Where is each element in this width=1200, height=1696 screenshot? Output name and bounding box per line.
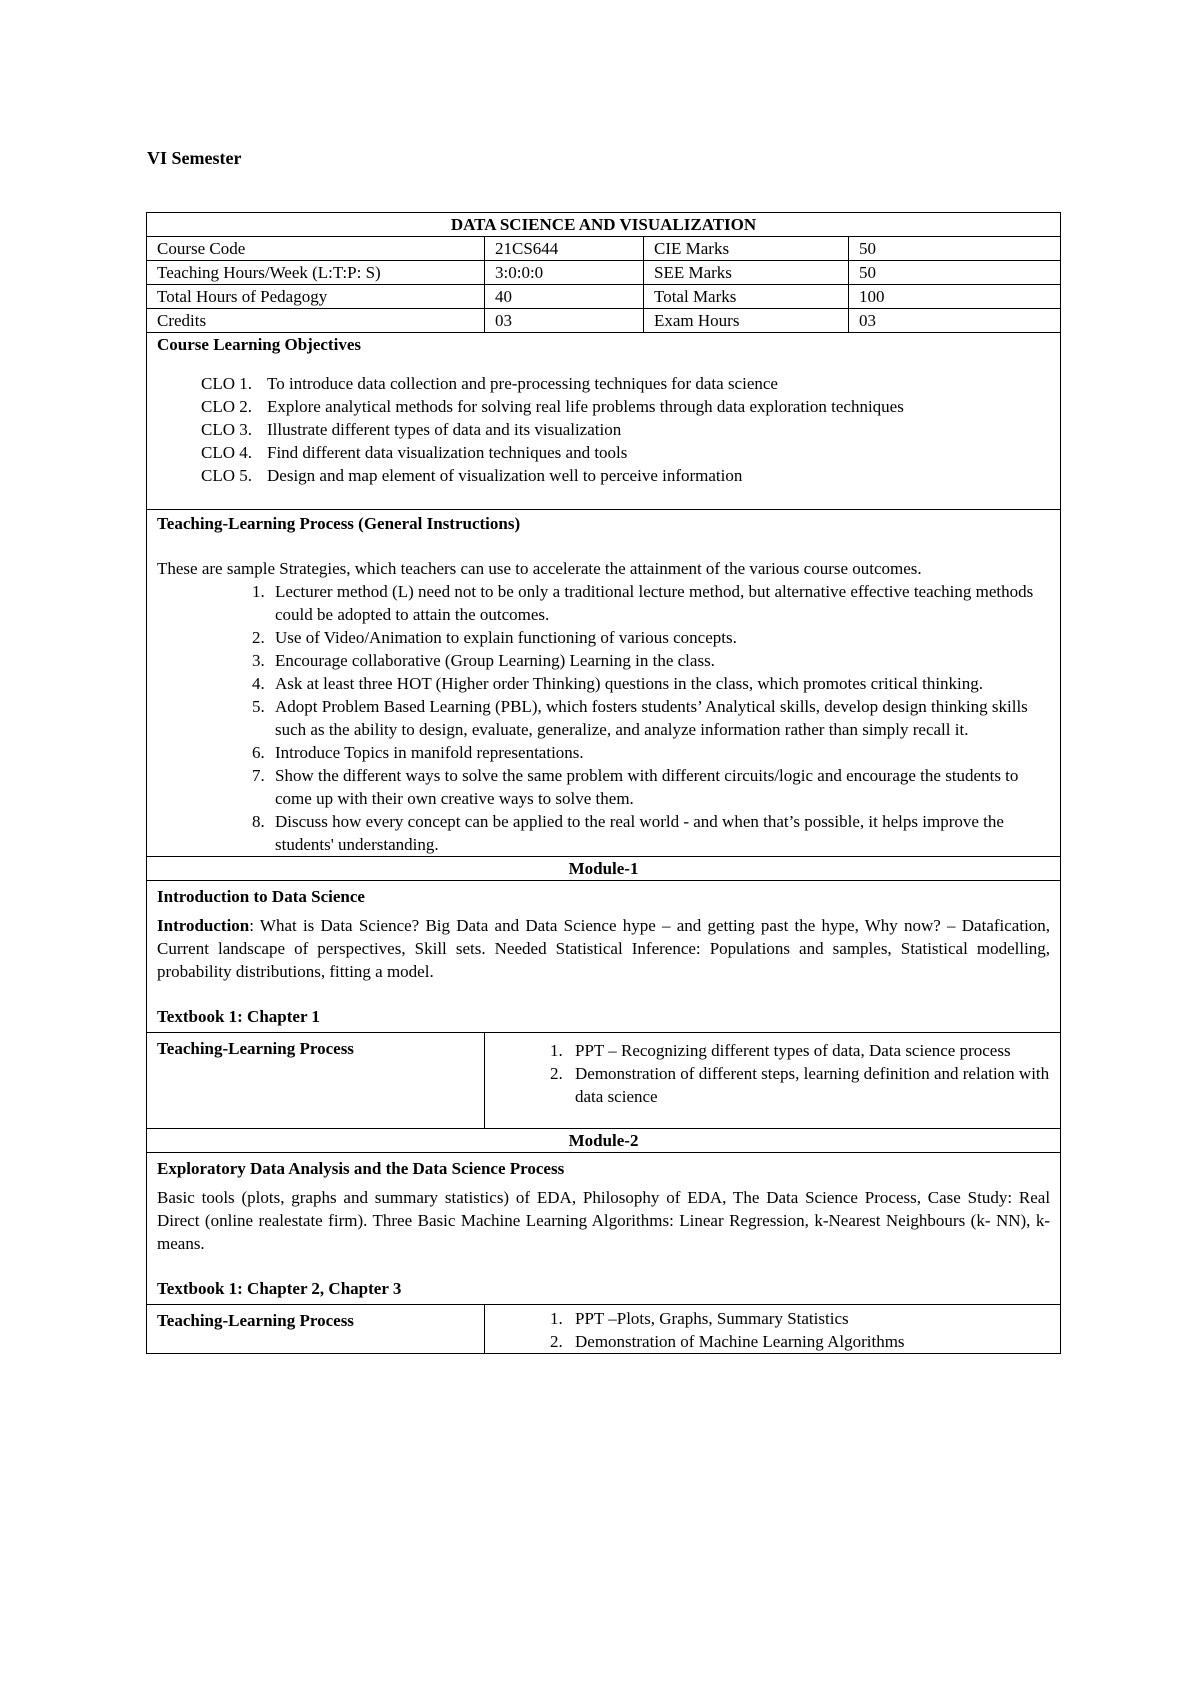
info-value: 40 [485, 285, 644, 309]
module-tlp-item: 2. Demonstration of different steps, learning definition and relation with data science [567, 1062, 1050, 1108]
module-title-row [147, 857, 1061, 881]
tlp-item: 2. Use of Video/Animation to explain functioning of various concepts. [269, 626, 1050, 649]
tlp-item: 3. Encourage collaborative (Group Learning) Learning in the class. [269, 649, 1050, 672]
clo-item: CLO 5. Design and map element of visualization well to perceive information [201, 466, 743, 485]
tlp-general-row [147, 510, 1061, 857]
module-title-row [147, 1129, 1061, 1153]
semester-label: VI Semester [147, 148, 242, 168]
module-tlp-list [495, 1307, 1050, 1353]
clo-item: CLO 3. Illustrate different types of data and its visualization [201, 420, 622, 439]
module-tlp-list [495, 1039, 1050, 1108]
clo-item: CLO 1. To introduce data collection and pre-processing techniques for data science [201, 374, 778, 393]
tlp-intro: These are sample Strategies, which teachers can use to accelerate the attainment of the various course outcomes. [157, 559, 922, 578]
module-tlp-label: Teaching-Learning Process [147, 1033, 485, 1129]
info-row [147, 261, 1061, 285]
module-content-row [147, 1153, 1061, 1305]
tlp-item: 8. Discuss how every concept can be applied to the real world - and when that’s possible, it helps improve the students' understanding. [269, 810, 1050, 856]
tlp-item: 1. Lecturer method (L) need not to be only a traditional lecture method, but alternative effective teaching methods could be adopted to attain the outcomes. [269, 580, 1050, 626]
module-tlp-label: Teaching-Learning Process [147, 1305, 485, 1354]
clo-list [157, 372, 1050, 487]
info-label: SEE Marks [644, 261, 849, 285]
course-title-row [147, 213, 1061, 237]
module-body [157, 914, 1050, 983]
tlp-item: 4. Ask at least three HOT (Higher order Thinking) questions in the class, which promotes critical thinking. [269, 672, 1050, 695]
info-label: Credits [147, 309, 485, 333]
syllabus-table [146, 212, 1061, 1354]
module-title: Module-2 [147, 1129, 1061, 1153]
info-label: Teaching Hours/Week (L:T:P: S) [147, 261, 485, 285]
info-row [147, 237, 1061, 261]
module-textbook: Textbook 1: Chapter 2, Chapter 3 [157, 1279, 402, 1298]
info-value: 03 [485, 309, 644, 333]
module-body: Basic tools (plots, graphs and summary statistics) of EDA, Philosophy of EDA, The Data Science Process, Case Study: Real Direct (online realestate firm). Three Basic Machine Learning Algorithms: Linear Regression, k-Nearest Neighbours (k- NN), k-means. [157, 1188, 1051, 1253]
module-title: Module-1 [147, 857, 1061, 881]
info-value: 50 [849, 261, 1061, 285]
module-heading: Exploratory Data Analysis and the Data Science Process [157, 1159, 565, 1178]
module-body-text: : What is Data Science? Big Data and Data Science hype – and getting past the hype, Why now? – Datafication, Current landscape of perspectives, Skill sets. Needed Statistical Inference: Populations and samples, Statistical modelling, probability distributions, fitting a model. [157, 916, 1051, 981]
info-label: Total Hours of Pedagogy [147, 285, 485, 309]
info-value: 21CS644 [485, 237, 644, 261]
tlp-item: 5. Adopt Problem Based Learning (PBL), which fosters students’ Analytical skills, develop design thinking skills such as the ability to design, evaluate, generalize, and analyze information rather than simply recall it. [269, 695, 1050, 741]
module-tlp-item: 1. PPT – Recognizing different types of data, Data science process [567, 1039, 1050, 1062]
clo-item: CLO 2. Explore analytical methods for solving real life problems through data exploration techniques [201, 397, 904, 416]
module-heading: Introduction to Data Science [157, 887, 365, 906]
tlp-heading: Teaching-Learning Process (General Instructions) [157, 514, 521, 533]
info-label: CIE Marks [644, 237, 849, 261]
info-label: Exam Hours [644, 309, 849, 333]
module-tlp-item: 1. PPT –Plots, Graphs, Summary Statistics [567, 1307, 1050, 1330]
module-tlp-row [147, 1305, 1061, 1354]
clo-row [147, 333, 1061, 510]
info-value: 3:0:0:0 [485, 261, 644, 285]
info-value: 03 [849, 309, 1061, 333]
clo-heading: Course Learning Objectives [157, 335, 361, 354]
module-body-lead: Introduction [157, 916, 250, 935]
tlp-item: 7. Show the different ways to solve the same problem with different circuits/logic and encourage the students to come up with their own creative ways to solve them. [269, 764, 1050, 810]
info-row [147, 285, 1061, 309]
module-content-row [147, 881, 1061, 1033]
info-label: Total Marks [644, 285, 849, 309]
module-textbook: Textbook 1: Chapter 1 [157, 1007, 320, 1026]
course-title: DATA SCIENCE AND VISUALIZATION [147, 213, 1061, 237]
info-label: Course Code [147, 237, 485, 261]
clo-item: CLO 4. Find different data visualization techniques and tools [201, 443, 628, 462]
module-tlp-row [147, 1033, 1061, 1129]
info-row [147, 309, 1061, 333]
tlp-list [157, 580, 1050, 856]
tlp-item: 6. Introduce Topics in manifold representations. [269, 741, 1050, 764]
module-tlp-item: 2. Demonstration of Machine Learning Algorithms [567, 1330, 1050, 1353]
info-value: 50 [849, 237, 1061, 261]
info-value: 100 [849, 285, 1061, 309]
